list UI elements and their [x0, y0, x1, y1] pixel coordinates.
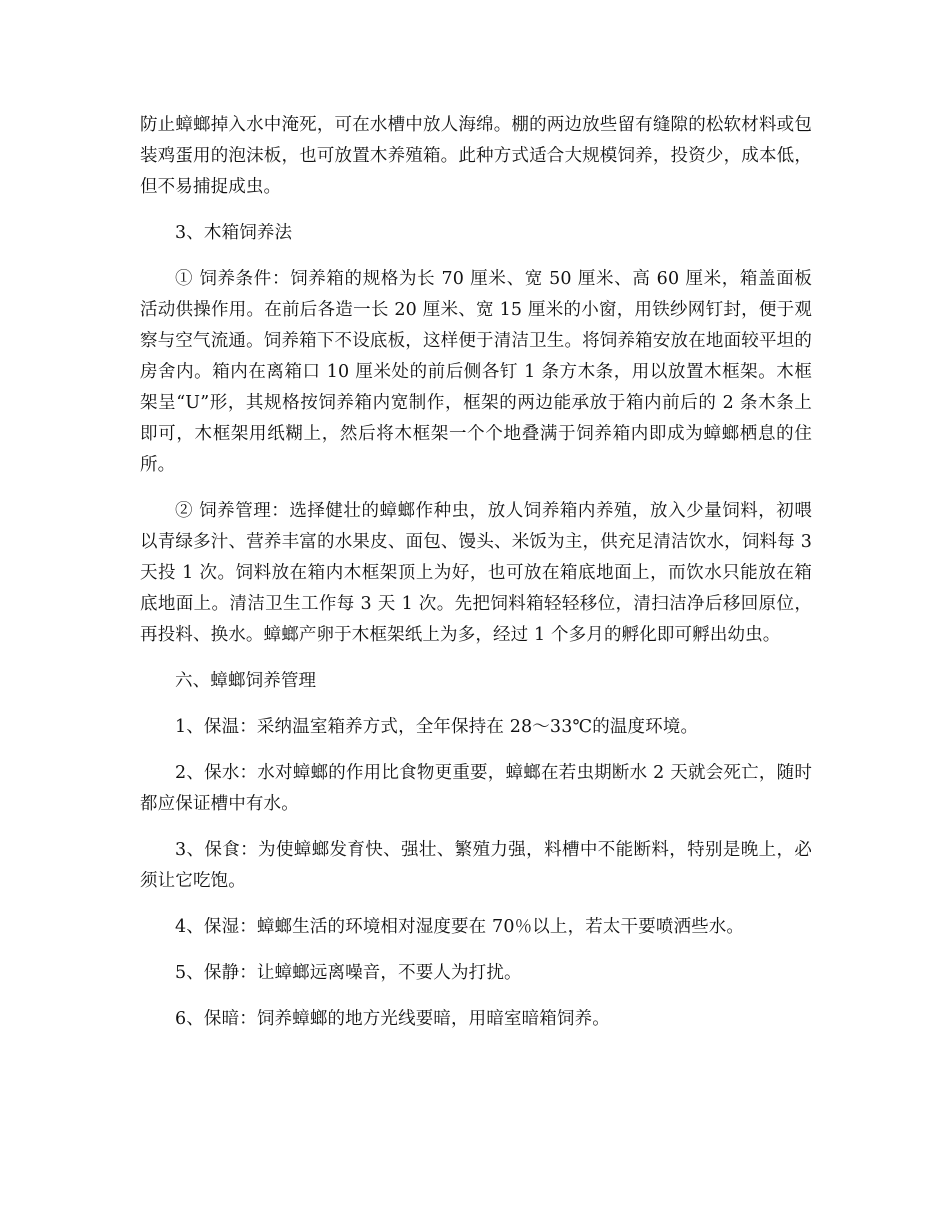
- section-heading-cockroach-management: 六、蟑螂饲养管理: [175, 671, 317, 691]
- list-item-keep-humidity: 4、保湿：蟑螂生活的环境相对湿度要在 70％以上，若太干要喷洒些水。: [175, 917, 745, 937]
- section-heading-wooden-box-method: 3、木箱饲养法: [175, 223, 293, 243]
- paragraph-feeding-conditions: ① 饲养条件：饲养箱的规格为长 70 厘米、宽 50 厘米、高 60 厘米，箱盖面板活动供操作用。在前后各造一长 20 厘米、宽 15 厘米的小窗，用铁纱网钉封，便于观察与空气流通。饲养箱下不设底板，这样便于清洁卫生。将饲养箱安放在地面较平坦的房舍内。箱内在离箱口 10 厘米处的前后侧各钉 1 条方木条，用以放置木框架。木框架呈“U”形，其规格按饲养箱内宽制作，框架的两边能承放于箱内前后的 2 条木条上即可，木框架用纸糊上，然后将木框架一个个地叠满于饲养箱内即成为蟑螂栖息的住所。: [140, 269, 812, 475]
- list-item-keep-food: 3、保食：为使蟑螂发育快、强壮、繁殖力强，料槽中不能断料，特别是晚上，必须让它吃饱。: [140, 840, 812, 891]
- paragraph-continuation: 防止蟑螂掉入水中淹死，可在水槽中放人海绵。棚的两边放些留有缝隙的松软材料或包装鸡蛋用的泡沫板，也可放置木养殖箱。此种方式适合大规模饲养，投资少，成本低，但不易捕捉成虫。: [140, 115, 812, 197]
- paragraph-feeding-management: ② 饲养管理：选择健壮的蟑螂作种虫，放人饲养箱内养殖，放入少量饲料，初喂以青绿多汁、营养丰富的水果皮、面包、馒头、米饭为主，供充足清洁饮水，饲料每 3 天投 1 次。饲料放在箱内木框架顶上为好，也可放在箱底地面上，而饮水只能放在箱底地面上。清洁卫生工作每 3 天 1 次。先把饲料箱轻轻移位，清扫洁净后移回原位，再投料、换水。蟑螂产卵于木框架纸上为多，经过 1 个多月的孵化即可孵出幼虫。: [140, 501, 812, 645]
- list-item-keep-water: 2、保水：水对蟑螂的作用比食物更重要，蟑螂在若虫期断水 2 天就会死亡，随时都应保证槽中有水。: [140, 763, 812, 814]
- list-item-keep-quiet: 5、保静：让蟑螂远离噪音，不要人为打扰。: [175, 963, 522, 983]
- list-item-keep-dark: 6、保暗：饲养蟑螂的地方光线要暗，用暗室暗箱饲养。: [175, 1009, 610, 1029]
- list-item-keep-warm: 1、保温：采纳温室箱养方式，全年保持在 28～33℃的温度环境。: [175, 717, 699, 737]
- document-body: [140, 110, 812, 1050]
